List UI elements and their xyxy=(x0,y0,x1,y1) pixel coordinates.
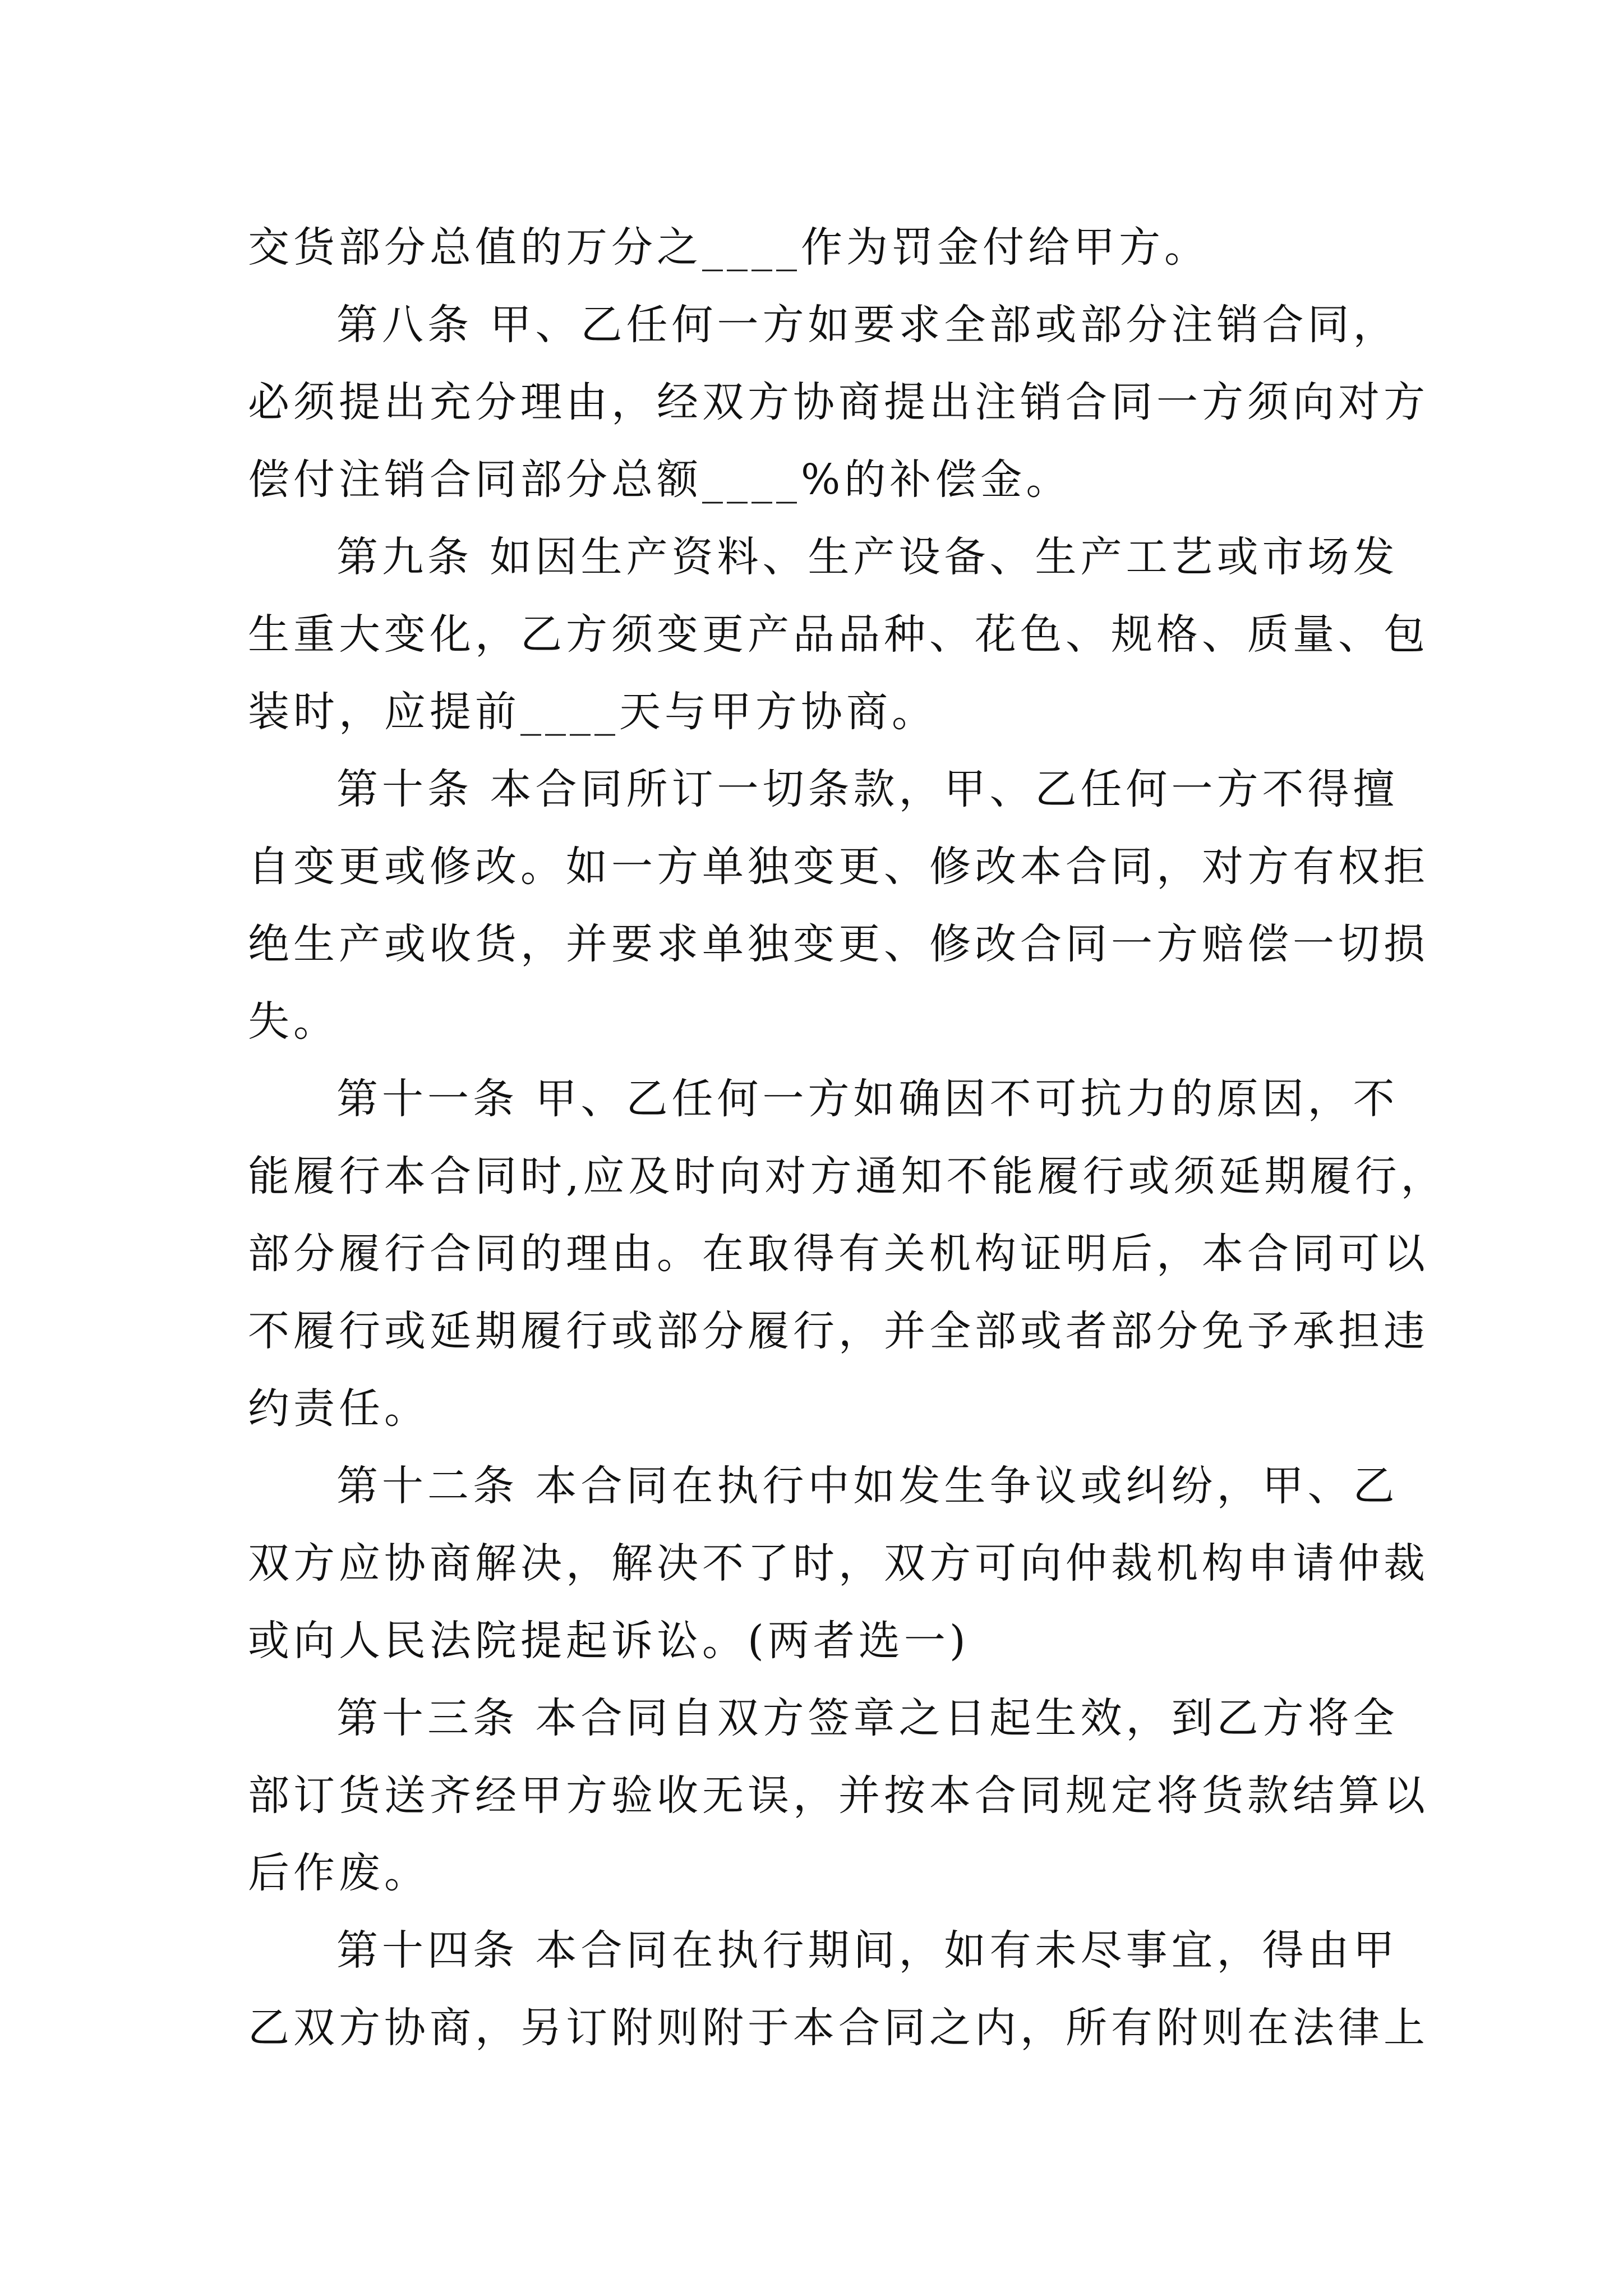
text-line: 乙双方协商，另订附则附于本合同之内，所有附则在法律上 xyxy=(248,2004,1429,2052)
article-10-line: 第十条 本合同所订一切条款，甲、乙任何一方不得擅 xyxy=(336,765,1399,813)
text-line: 能履行本合同时,应及时向对方通知不能履行或须延期履行， xyxy=(248,1152,1446,1200)
article-12-line: 第十二条 本合同在执行中如发生争议或纠纷，甲、乙 xyxy=(336,1462,1399,1510)
article-14-line: 第十四条 本合同在执行期间，如有未尽事宜，得由甲 xyxy=(336,1926,1399,1975)
text-line: 自变更或修改。如一方单独变更、修改本合同，对方有权拒 xyxy=(248,843,1429,891)
document-body xyxy=(248,209,1446,2067)
text-line: 不履行或延期履行或部分履行，并全部或者部分免予承担违 xyxy=(248,1307,1429,1355)
article-11-line: 第十一条 甲、乙任何一方如确因不可抗力的原因，不 xyxy=(336,1075,1399,1123)
article-13-line: 第十三条 本合同自双方签章之日起生效，到乙方将全 xyxy=(336,1694,1399,1742)
text-line: 失。 xyxy=(248,997,339,1046)
text-line: 生重大变化，乙方须变更产品品种、花色、规格、质量、包 xyxy=(248,610,1429,659)
text-line: 约责任。 xyxy=(248,1384,430,1433)
text-line: 或向人民法院提起诉讼。(两者选一) xyxy=(248,1617,970,1665)
text-line: 部分履行合同的理由。在取得有关机构证明后，本合同可以 xyxy=(248,1230,1429,1278)
text-line: 双方应协商解决，解决不了时，双方可向仲裁机构申请仲裁 xyxy=(248,1539,1429,1588)
article-8-line: 第八条 甲、乙任何一方如要求全部或部分注销合同， xyxy=(336,301,1399,349)
text-line: 绝生产或收货，并要求单独变更、修改合同一方赔偿一切损 xyxy=(248,920,1429,968)
text-line: 后作废。 xyxy=(248,1849,430,1897)
text-line: 部订货送齐经甲方验收无误，并按本合同规定将货款结算以 xyxy=(248,1772,1429,1820)
text-line: 交货部分总值的万分之____作为罚金付给甲方。 xyxy=(248,223,1210,272)
article-9-line: 第九条 如因生产资料、生产设备、生产工艺或市场发 xyxy=(336,533,1399,581)
text-line: 必须提出充分理由，经双方协商提出注销合同一方须向对方 xyxy=(248,378,1429,426)
text-line: 偿付注销合同部分总额____%的补偿金。 xyxy=(248,455,1072,504)
text-line: 装时，应提前____天与甲方协商。 xyxy=(248,688,937,736)
